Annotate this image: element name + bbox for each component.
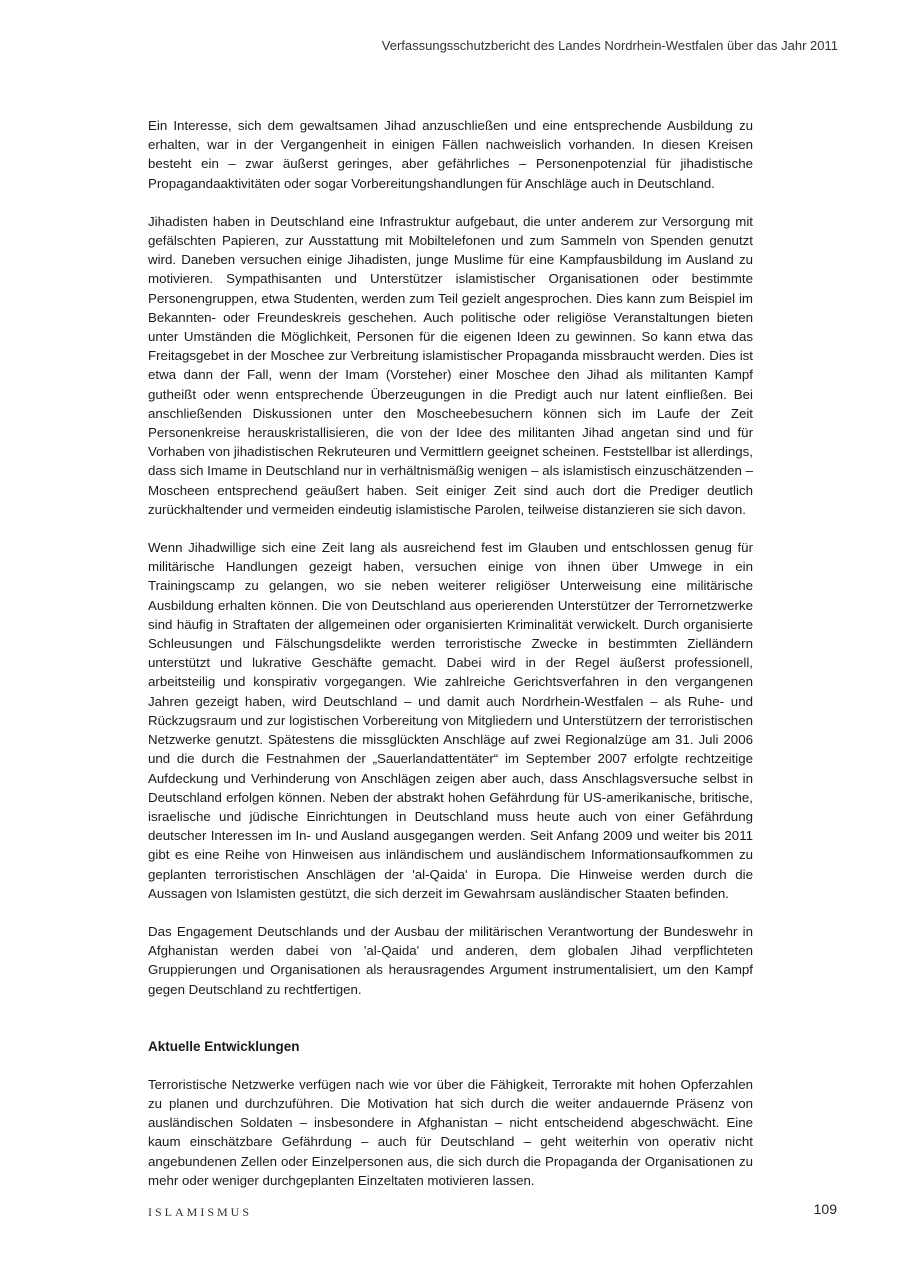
section-paragraph: Terroristische Netzwerke verfügen nach wie vor über die Fähigkeit, Terrorakte mit hohen Opferzahlen zu planen und durchzuführen. Die Motivation hat sich durch die weiter andauernde Präsenz von ausländischen Soldaten – insbesondere in Afghanistan – nicht entscheidend abgeschwächt. Eine kaum einschätzbare Gefährdung – auch für Deutschland – geht weiterhin von operativ nicht angebundenen Zellen oder Einzelpersonen aus, die sich durch die Propaganda der Organisationen zu mehr oder weniger durchgeplanten Einzeltaten motivieren lassen. <box>148 1076 753 1188</box>
paragraph-4: Das Engagement Deutschlands und der Ausbau der militärischen Verantwortung der Bundeswehr in Afghanistan werden dabei von 'al-Qaida' und anderen, dem globalen Jihad verpflichteten Gruppierungen und Organisationen als herausragendes Argument instrumentalisiert, um den Kampf gegen Deutschland zu rechtfertigen. <box>148 923 753 997</box>
running-header: Verfassungsschutzbericht des Landes Nordrhein-Westfalen über das Jahr 2011 <box>381 38 838 53</box>
paragraph-3: Wenn Jihadwillige sich eine Zeit lang als ausreichend fest im Glauben und entschlossen genug für militärische Handlungen gezeigt haben, versuchen einige von ihnen über Umwege in ein Trainingscamp zu gelangen, wo sie neben weiterer religiöser Unterweisung eine militärische Ausbildung erhalten können. Die von Deutschland aus operierenden Unterstützer der Terrornetzwerke sind häufig in Straftaten der allgemeinen oder organisierten Kriminalität verwickelt. Durch organisierte Schleusungen und Fälschungsdelikte werden terroristische Zwecke in bestimmten Zielländern unterstützt und lukrative Geschäfte gemacht. Dabei wird in der Regel äußerst professionell, arbeitsteilig und konspirativ vorgegangen. Wie zahlreiche Gerichtsverfahren in den vergangenen Jahren gezeigt haben, wird Deutschland – und damit auch Nordrhein-Westfalen – als Ruhe- und Rückzugsraum und zur logistischen Vorbereitung von Mitgliedern und Unterstützern der terroristischen Netzwerke genutzt. Spätestens die missglückten Anschläge auf zwei Regionalzüge am 31. Juli 2006 und die durch die Festnahmen der „Sauerlandattentäter“ im September 2007 erfolgte rechtzeitige Aufdeckung und Verhinderung von Anschlägen zeigen aber auch, dass Anschlagsversuche selbst in Deutschland erfolgen können. Neben der abstrakt hohen Gefährdung für US-amerikanische, britische, israelische und jüdische Einrichtungen in Deutschland muss heute auch von einer Gefährdung deutscher Interessen im In- und Ausland ausgegangen werden. Seit Anfang 2009 und weiter bis 2011 gibt es eine Reihe von Hinweisen aus inländischem und ausländischem Informationsaufkommen zu geplanten terroristischen Anschlägen der 'al-Qaida' in Europa. Die Hinweise werden durch die Aussagen von Islamisten gestützt, die sich derzeit im Gewahrsam ausländischer Staaten befinden. <box>148 540 753 901</box>
paragraph-2: Jihadisten haben in Deutschland eine Infrastruktur aufgebaut, die unter anderem zur Versorgung mit gefälschten Papieren, zur Ausstattung mit Mobiltelefonen und zum Sammeln von Spenden genutzt wird. Daneben versuchen einige Jihadisten, junge Muslime für eine Kampfausbildung im Ausland zu motivieren. Sympathisanten und Unterstützer islamistischer Organisationen oder bestimmte Personengruppen, etwa Studenten, werden zum Teil gezielt angesprochen. Dies kann zum Beispiel im Bekannten- oder Freundeskreis geschehen. Auch politische oder religiöse Veranstaltungen bieten unter Umständen die Möglichkeit, Personen für die eigenen Ideen zu gewinnen. So kann etwa das Freitagsgebet in der Moschee zur Verbreitung islamistischer Propaganda missbraucht werden. Dies ist etwa dann der Fall, wenn der Imam (Vorsteher) einer Moschee den Jihad als militanten Kampf gutheißt oder wenn entsprechende Überzeugungen in die Predigt auch nur latent einfließen. Bei anschließenden Diskussionen unter den Moscheebesuchern können sich im Laufe der Zeit Personenkreise herauskristallisieren, die von der Idee des militanten Jihad angetan sind und für Vorhaben von jihadistischen Rekruteuren und Vermittlern geeignet scheinen. Feststellbar ist allerdings, dass sich Imame in Deutschland nur in verhältnismäßig wenigen – als islamistisch einzuschätzenden – Moscheen entsprechend geäußert haben. Seit einiger Zeit sind auch dort die Prediger deutlich zurückhaltender und vermeiden eindeutig islamistische Parolen, teilweise distanzieren sie sich davon. <box>148 213 753 517</box>
page-body <box>148 116 753 1209</box>
paragraph-1: Ein Interesse, sich dem gewaltsamen Jihad anzuschließen und eine entsprechende Ausbildung zu erhalten, war in der Vergangenheit in einigen Fällen nachweislich vorhanden. In diesen Kreisen besteht ein – zwar äußerst geringes, aber gefährliches – Personenpotenzial für jihadistische Propagandaaktivitäten oder sogar Vorbereitungshandlungen für Anschläge auch in Deutschland. <box>148 118 753 191</box>
page-number: 109 <box>813 1201 837 1217</box>
footer-section-label: ISLAMISMUS <box>148 1205 253 1219</box>
section-heading: Aktuelle Entwicklungen <box>148 1038 300 1054</box>
